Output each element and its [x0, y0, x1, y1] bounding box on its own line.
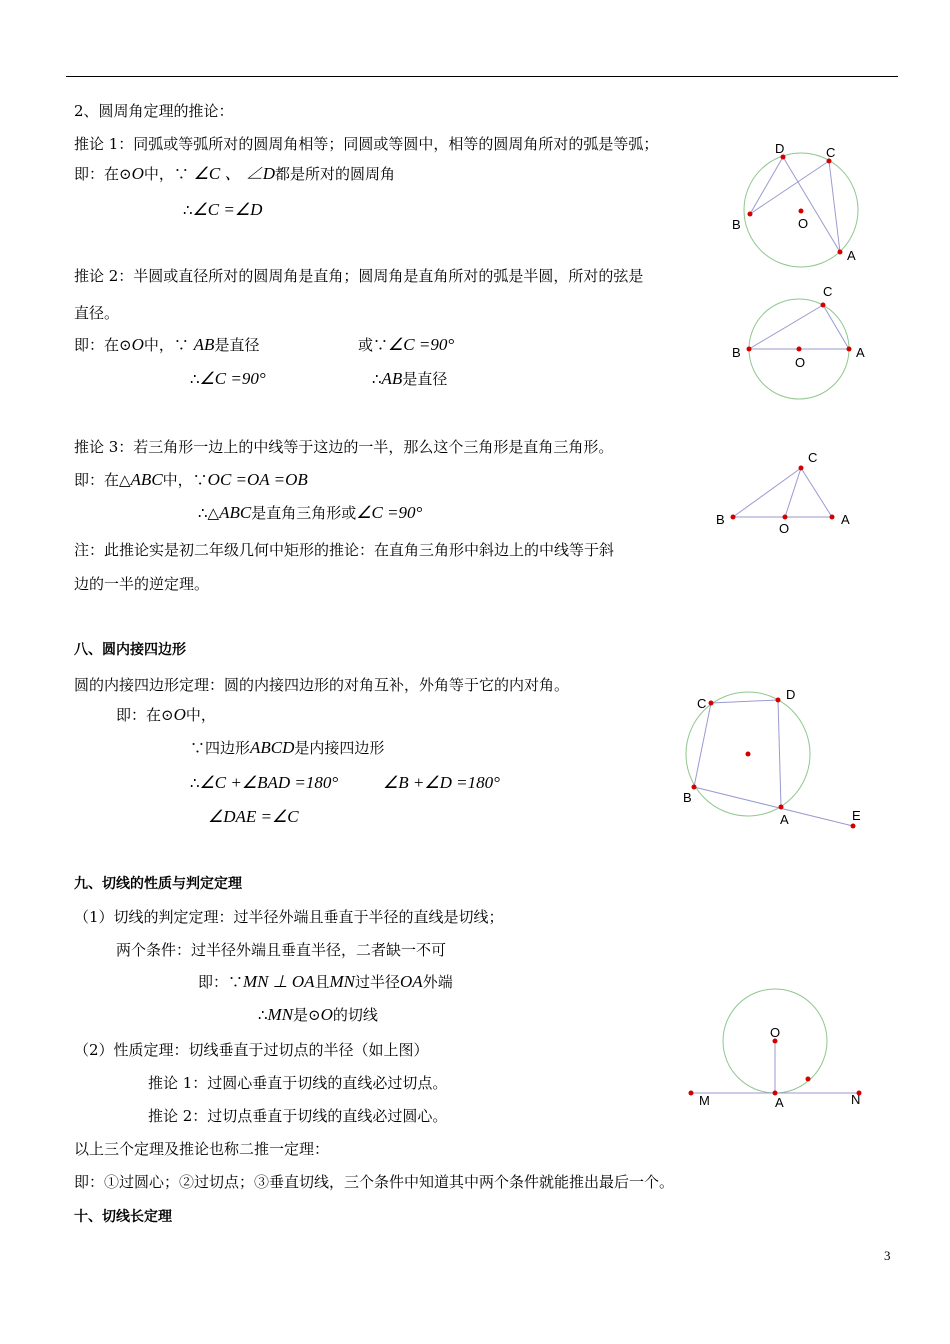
segment-CA: [801, 468, 832, 517]
label-O: O: [779, 521, 790, 536]
figure-diameter-angle: [725, 280, 875, 402]
point-center: [746, 752, 751, 757]
label-A: A: [780, 812, 789, 827]
segment-CA: [829, 161, 840, 252]
tangent-property: （2）性质定理：切线垂直于过切点的半径（如上图）: [74, 1041, 429, 1059]
tangent-given: 即：∵MN ⊥ OA且MN过半径OA外端: [198, 972, 453, 991]
segment-DA: [783, 157, 840, 252]
note-text-cont: 边的一半的逆定理。: [74, 575, 210, 593]
section-8-theorem: 圆的内接四边形定理：圆的内接四边形的对角互补，外角等于它的内对角。: [74, 676, 570, 694]
point-C: [799, 466, 804, 471]
segment-CB: [694, 703, 711, 787]
point-B: [692, 785, 697, 790]
figure-tangent-line: [680, 984, 870, 1110]
label-B: B: [732, 217, 741, 232]
page-number: 3: [884, 1248, 891, 1263]
label-B: B: [716, 512, 725, 527]
figure-cyclic-quadrilateral: [680, 684, 870, 830]
figure-inscribed-angles: [725, 140, 875, 270]
section-title: 2、圆周角定理的推论：: [74, 102, 234, 120]
label-B: B: [683, 790, 692, 805]
point-B: [731, 515, 736, 520]
label-D: D: [786, 687, 796, 702]
corollary-2-conclusion: ∴∠C =90°: [190, 369, 266, 388]
label-M: M: [699, 1093, 710, 1108]
label-A: A: [775, 1095, 784, 1110]
segment-DB: [750, 157, 783, 214]
label-O: O: [798, 216, 809, 231]
point-A: [838, 250, 843, 255]
section-8-therefore-2: ∠B +∠D =180°: [383, 773, 500, 792]
label-O: O: [795, 355, 806, 370]
label-C: C: [826, 145, 836, 160]
segment-CA: [823, 305, 849, 349]
section-9-title: 九、切线的性质与判定定理: [74, 876, 242, 892]
two-imply-one: 以上三个定理及推论也称二推一定理：: [74, 1140, 330, 1158]
point-O: [783, 515, 788, 520]
section-8-because: ∵四边形ABCD是内接四边形: [190, 738, 385, 757]
label-A: A: [856, 345, 865, 360]
note-text: 注：此推论实是初二年级几何中矩形的推论：在直角三角形中斜边上的中线等于斜: [74, 541, 615, 559]
section-8-exterior-angle: ∠DAE =∠C: [208, 807, 299, 826]
point-A: [779, 805, 784, 810]
point-D: [776, 698, 781, 703]
section-8-therefore: ∴∠C +∠BAD =180°: [190, 773, 339, 792]
segment-BC: [749, 305, 823, 349]
label-B: B: [732, 345, 741, 360]
segment-BC: [733, 468, 801, 517]
point-E: [851, 824, 856, 829]
corollary-1-given: 即：在⊙O中，∵ ∠C 、 ∠D都是所对的圆周角: [74, 164, 396, 183]
point-on-circle: [806, 1077, 811, 1082]
corollary-2-text: 推论 2：半圆或直径所对的圆周角是直角；圆周角是直角所对的弧是半圆，所对的弦是: [74, 267, 644, 285]
corollary-3-text: 推论 3：若三角形一边上的中线等于这边的一半，那么这个三角形是直角三角形。: [74, 438, 614, 456]
point-M: [689, 1091, 694, 1096]
point-A: [847, 347, 852, 352]
section-8-given: 即：在⊙O中，: [116, 705, 216, 724]
figure-median-triangle: [710, 446, 860, 538]
corollary-3-given: 即：在△ABC中，∵OC =OA =OB: [74, 470, 308, 489]
point-O: [797, 347, 802, 352]
two-imply-one-detail: 即：①过圆心；②过切点；③垂直切线，三个条件中知道其中两个条件就能推出最后一个。: [74, 1173, 675, 1191]
label-C: C: [823, 284, 833, 299]
point-C: [709, 701, 714, 706]
label-O: O: [770, 1025, 781, 1040]
label-C: C: [697, 696, 707, 711]
segment-DA: [778, 700, 781, 807]
label-C: C: [808, 450, 818, 465]
corollary-2-given: 即：在⊙O中，∵ AB是直径: [74, 335, 260, 354]
tangent-criterion: （1）切线的判定定理：过半径外端且垂直于半径的直线是切线；: [74, 908, 504, 926]
corollary-1-text: 推论 1：同弧或等弧所对的圆周角相等；同圆或等圆中，相等的圆周角所对的弧是等弧；: [74, 135, 659, 153]
tangent-corollary-1: 推论 1：过圆心垂直于切线的直线必过切点。: [148, 1074, 448, 1092]
section-10-title: 十、切线长定理: [74, 1209, 172, 1225]
point-O: [799, 209, 804, 214]
segment-BE: [694, 787, 853, 826]
corollary-1-conclusion: ∴∠C =∠D: [183, 200, 263, 219]
label-N: N: [851, 1092, 861, 1107]
segment-CD: [711, 700, 778, 703]
tangent-conditions: 两个条件：过半径外端且垂直半径，二者缺一不可: [116, 941, 447, 959]
point-A: [830, 515, 835, 520]
median-CO: [785, 468, 801, 517]
label-A: A: [847, 248, 856, 263]
section-8-title: 八、圆内接四边形: [74, 642, 186, 658]
label-D: D: [775, 141, 785, 156]
corollary-3-conclusion: ∴△ABC是直角三角形或∠C =90°: [198, 503, 423, 522]
corollary-2-conclusion-alt: ∴AB是直径: [372, 369, 448, 388]
corollary-2-given-alt: 或∵∠C =90°: [358, 335, 455, 354]
point-B: [748, 212, 753, 217]
tangent-corollary-2: 推论 2：过切点垂直于切线的直线必过圆心。: [148, 1107, 448, 1125]
header-rule: [66, 76, 898, 77]
point-B: [747, 347, 752, 352]
tangent-conclusion: ∴MN是⊙O的切线: [258, 1005, 378, 1024]
corollary-2-text-cont: 直径。: [74, 304, 120, 322]
point-C: [821, 303, 826, 308]
label-E: E: [852, 808, 861, 823]
label-A: A: [841, 512, 850, 527]
